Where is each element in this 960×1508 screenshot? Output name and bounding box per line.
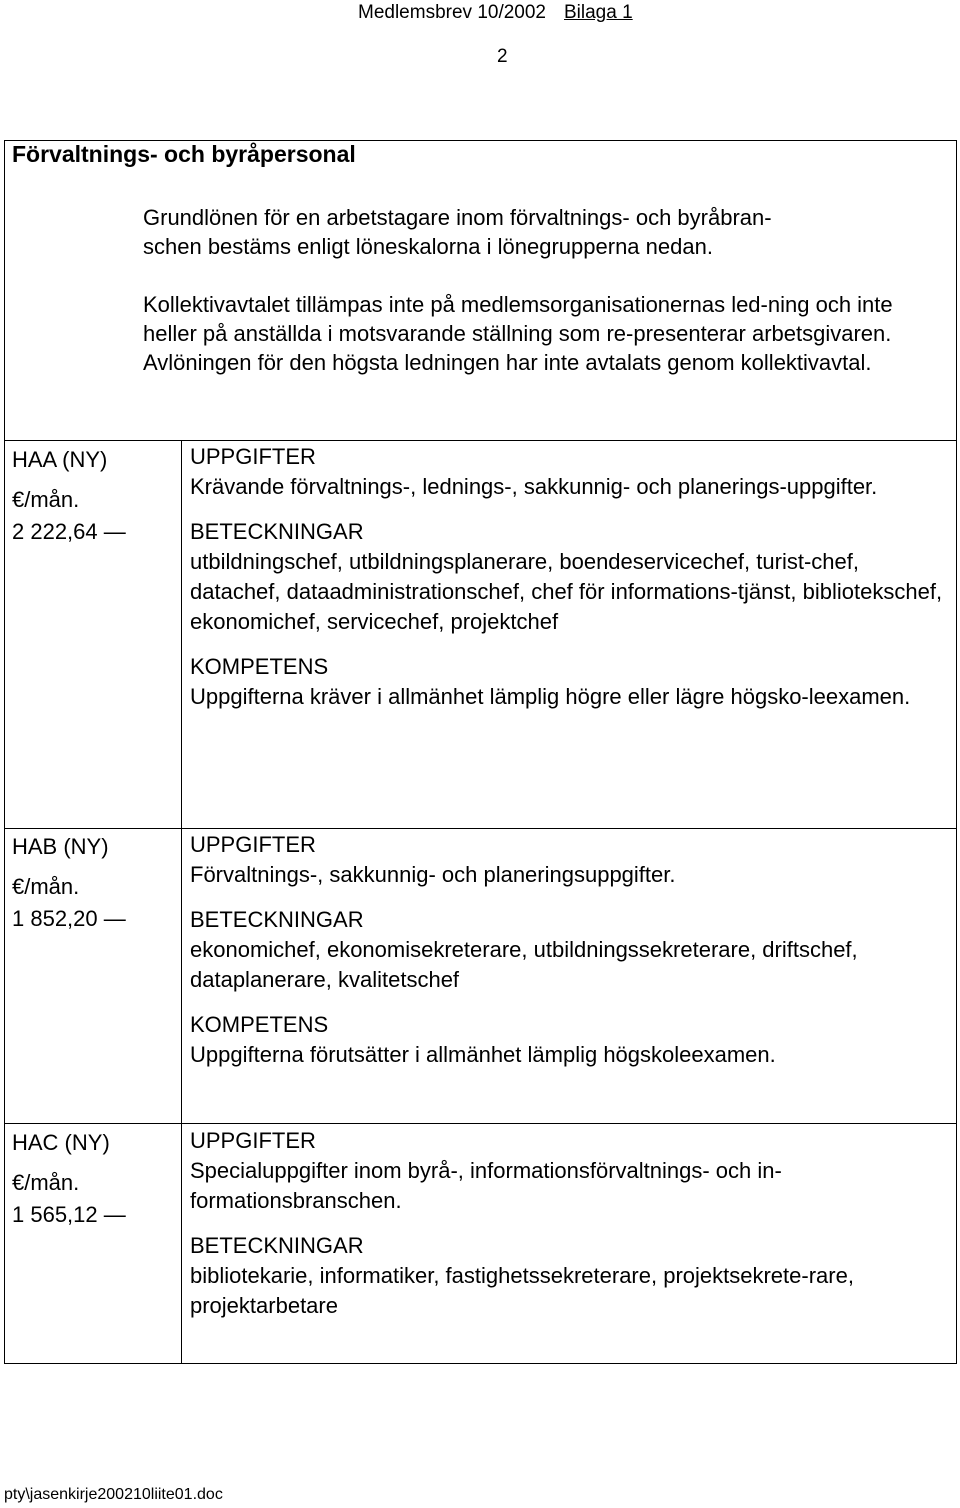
uppgifter-text: Förvaltnings-, sakkunnig- och planeringsuppgifter. bbox=[190, 862, 676, 887]
group-amount: 1 565,12 — bbox=[12, 1202, 126, 1227]
beteckningar-block bbox=[190, 905, 940, 995]
kompetens-text: Uppgifterna förutsätter i allmänhet lämplig högskoleexamen. bbox=[190, 1042, 776, 1067]
header-attachment: Bilaga 1 bbox=[564, 2, 633, 23]
salary-group-hac bbox=[12, 1128, 172, 1230]
salary-group-haa bbox=[12, 445, 172, 547]
uppgifter-block bbox=[190, 442, 940, 502]
uppgifter-label: UPPGIFTER bbox=[190, 1128, 316, 1153]
salary-group-hab bbox=[12, 832, 172, 934]
group-code: HAC (NY) bbox=[12, 1130, 110, 1155]
page-number: 2 bbox=[497, 46, 508, 67]
column-divider bbox=[181, 440, 182, 1364]
group-details-hac bbox=[190, 1126, 940, 1336]
uppgifter-text: Specialuppgifter inom byrå-, informationsförvaltnings- och in-formationsbranschen. bbox=[190, 1158, 782, 1213]
footer-filename: pty\jasenkirje200210liite01.doc bbox=[4, 1486, 223, 1503]
group-unit: €/mån. bbox=[12, 487, 80, 512]
row-divider-1 bbox=[4, 440, 957, 441]
row-divider-2 bbox=[4, 828, 957, 829]
uppgifter-label: UPPGIFTER bbox=[190, 832, 316, 857]
kompetens-block bbox=[190, 652, 940, 712]
beteckningar-text: utbildningschef, utbildningsplanerare, boendeservicechef, turist-chef, datachef, dataadministrationschef, chef för informations-tjänst, bibliotekschef, ekonomichef, servicechef, projektchef bbox=[190, 549, 943, 634]
beteckningar-label: BETECKNINGAR bbox=[190, 907, 364, 932]
header-title: Medlemsbrev 10/2002 bbox=[358, 2, 546, 23]
beteckningar-text: ekonomichef, ekonomisekreterare, utbildningssekreterare, driftschef, dataplanerare, kvalitetschef bbox=[190, 937, 858, 992]
section-title: Förvaltnings- och byråpersonal bbox=[12, 141, 356, 167]
kompetens-block bbox=[190, 1010, 940, 1070]
group-code: HAA (NY) bbox=[12, 447, 108, 472]
kompetens-label: KOMPETENS bbox=[190, 1012, 329, 1037]
beteckningar-block bbox=[190, 517, 943, 637]
row-divider-3 bbox=[4, 1123, 957, 1124]
uppgifter-label: UPPGIFTER bbox=[190, 444, 316, 469]
beteckningar-label: BETECKNINGAR bbox=[190, 1233, 364, 1258]
page-header bbox=[0, 0, 960, 30]
group-unit: €/mån. bbox=[12, 1170, 80, 1195]
intro-text-2: Kollektivavtalet tillämpas inte på medlemsorganisationernas led-ning och inte heller på anställda i motsvarande ställning som re-presenterar arbetsgivaren. Avlöningen för den högsta ledningen har inte avtalats genom kollektivavtal. bbox=[143, 292, 893, 375]
group-amount: 2 222,64 — bbox=[12, 519, 126, 544]
group-code: HAB (NY) bbox=[12, 834, 109, 859]
kompetens-label: KOMPETENS bbox=[190, 654, 329, 679]
uppgifter-block bbox=[190, 1126, 940, 1216]
intro-text-1: Grundlönen för en arbetstagare inom förvaltnings- och byråbran-schen bestäms enligt löneskalorna i lönegrupperna nedan. bbox=[143, 205, 772, 259]
beteckningar-block bbox=[190, 1231, 940, 1321]
intro-paragraph-1 bbox=[143, 203, 913, 261]
uppgifter-block bbox=[190, 830, 940, 890]
header-text bbox=[358, 2, 633, 24]
group-unit: €/mån. bbox=[12, 874, 80, 899]
beteckningar-label: BETECKNINGAR bbox=[190, 519, 364, 544]
group-amount: 1 852,20 — bbox=[12, 906, 126, 931]
group-details-hab bbox=[190, 830, 940, 1085]
group-details-haa bbox=[190, 442, 943, 727]
uppgifter-text: Krävande förvaltnings-, lednings-, sakkunnig- och planerings-uppgifter. bbox=[190, 474, 878, 499]
kompetens-text: Uppgifterna kräver i allmänhet lämplig högre eller lägre högsko-leexamen. bbox=[190, 684, 911, 709]
beteckningar-text: bibliotekarie, informatiker, fastighetssekreterare, projektsekrete-rare, projektarbetare bbox=[190, 1263, 854, 1318]
intro-paragraph-2 bbox=[143, 290, 913, 377]
